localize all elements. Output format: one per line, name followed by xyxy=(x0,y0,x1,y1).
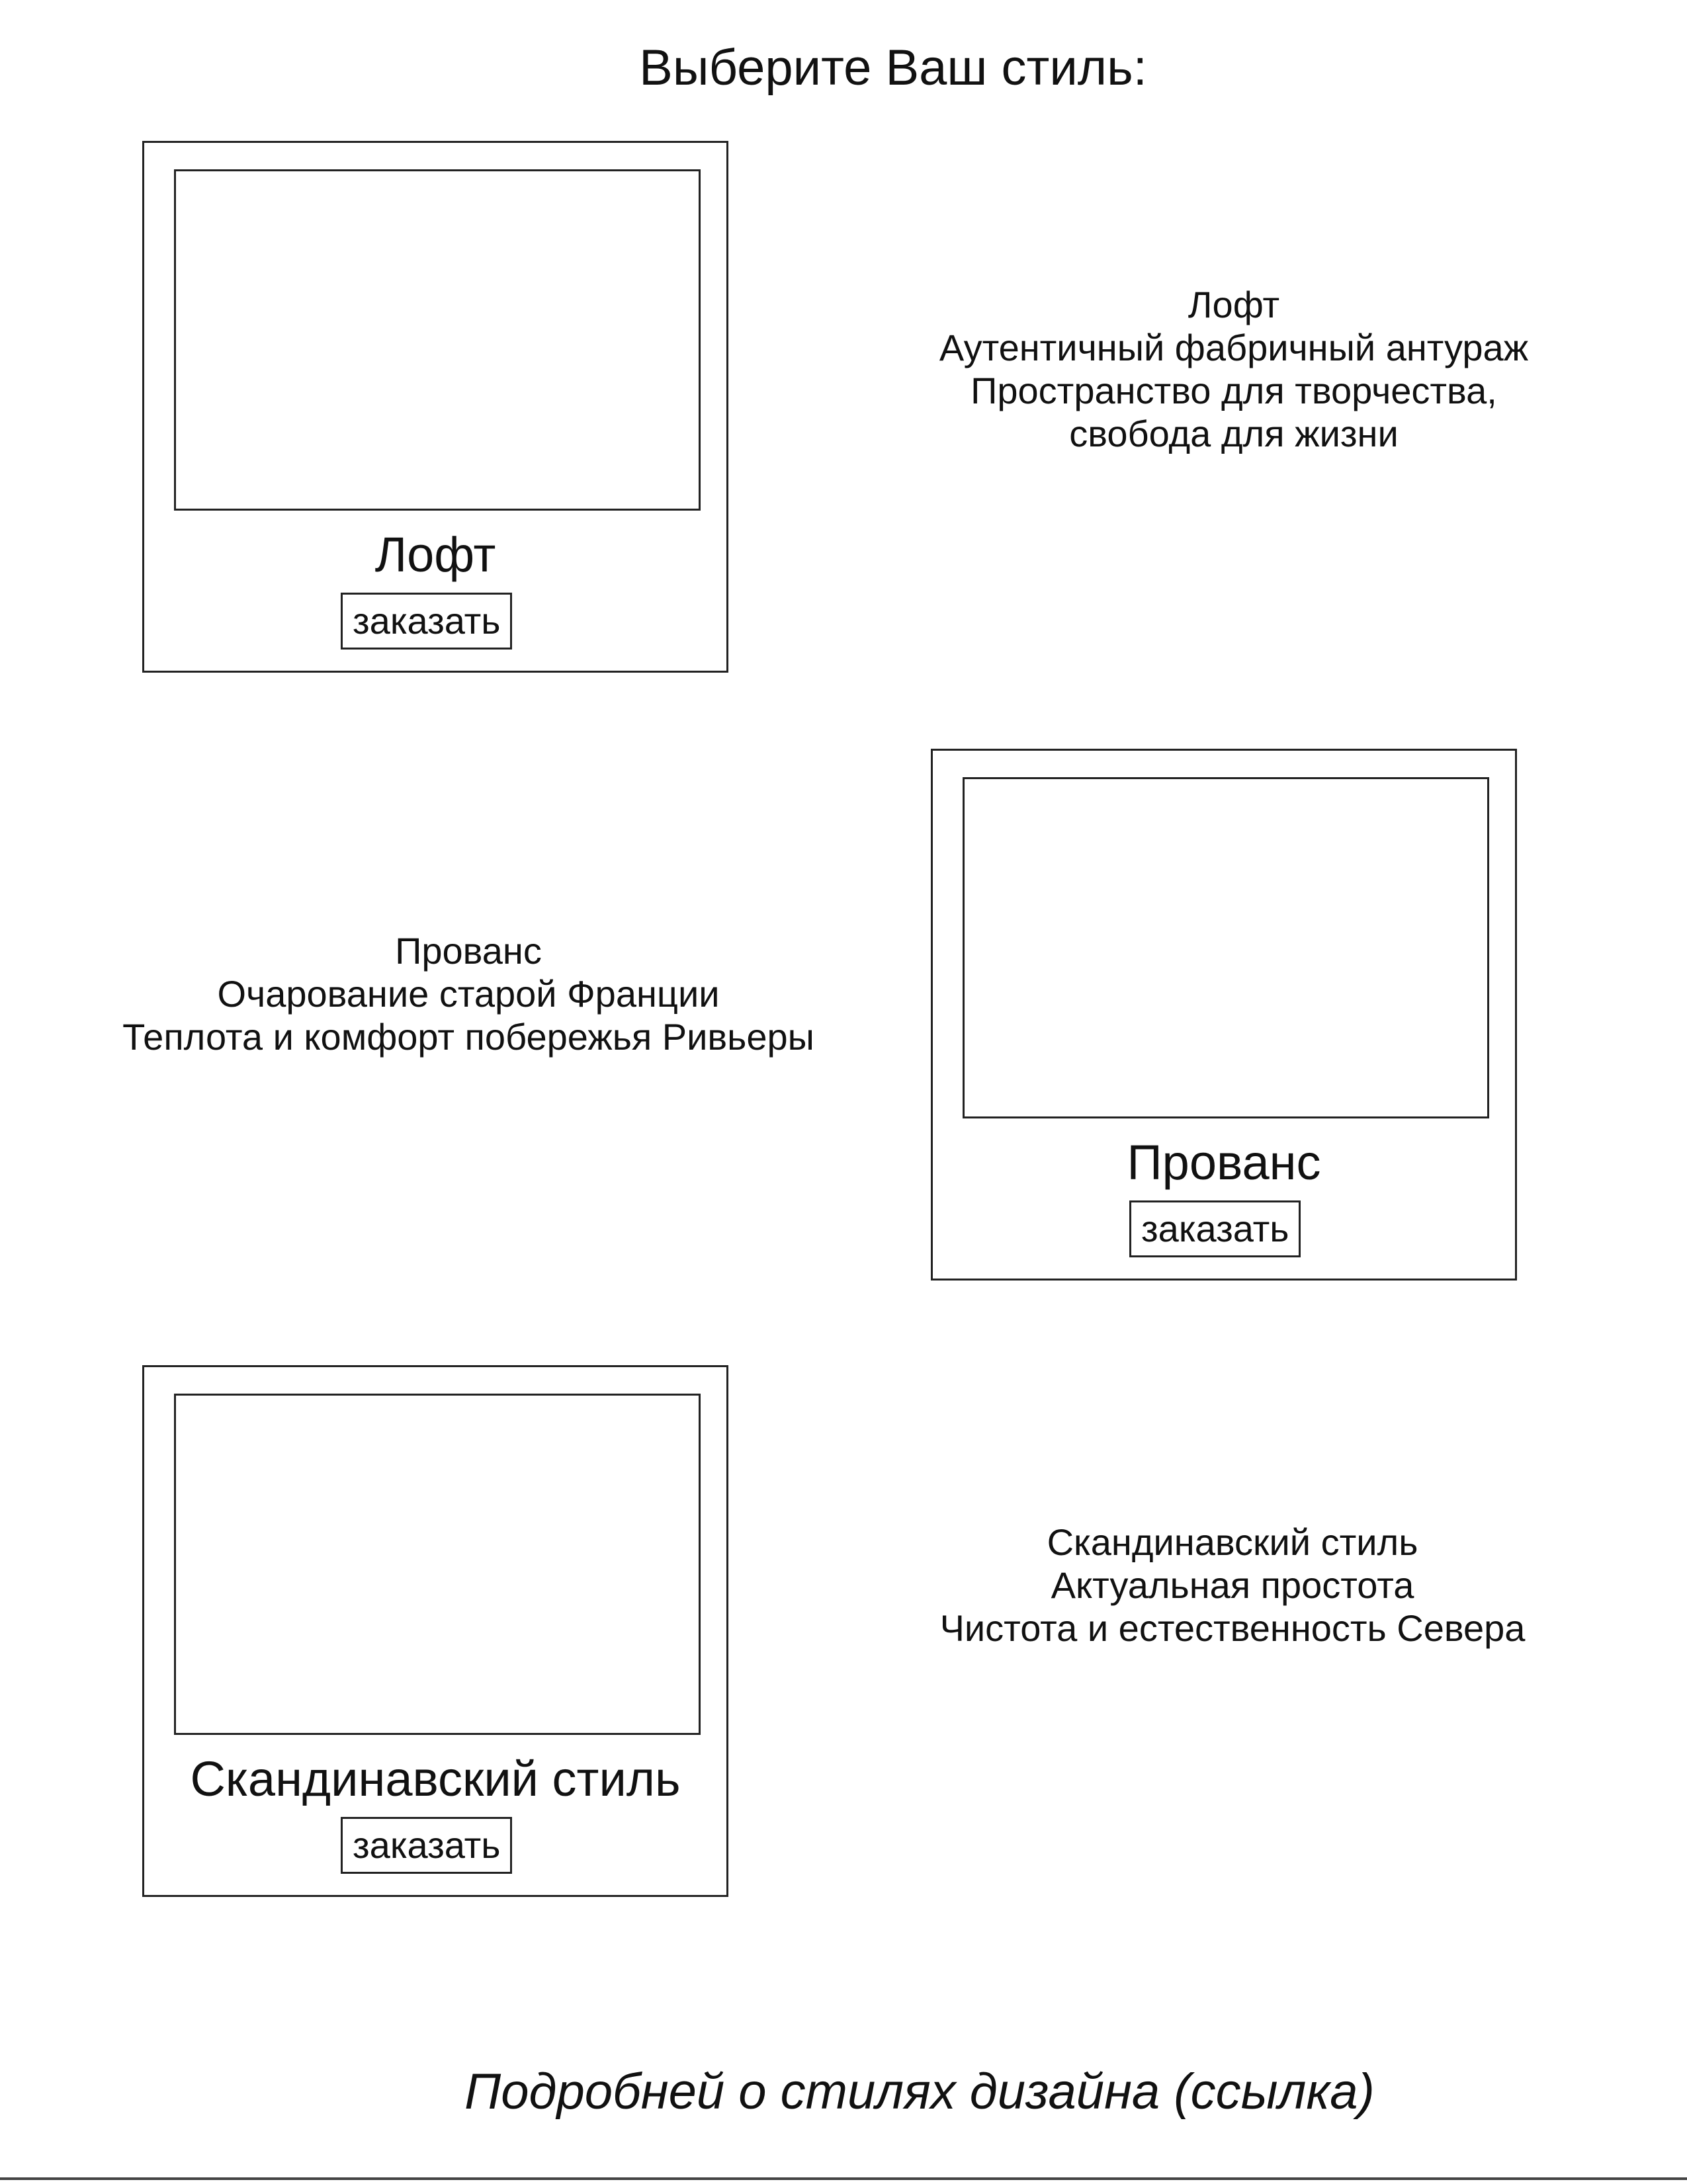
style-card-title-provence: Прованс xyxy=(1127,1135,1321,1190)
style-description-line: Прованс xyxy=(395,930,542,972)
style-description-line: Лофт xyxy=(1188,284,1280,325)
style-description-loft xyxy=(830,283,1637,455)
style-card-provence xyxy=(931,749,1517,1281)
order-button-loft[interactable]: заказать xyxy=(341,593,512,650)
style-description-line: Чистота и естественность Севера xyxy=(939,1607,1526,1649)
style-description-provence xyxy=(65,929,872,1058)
style-description-line: Актуальная простота xyxy=(1051,1564,1414,1606)
style-image-placeholder-provence[interactable] xyxy=(963,777,1489,1118)
style-description-scandinavian xyxy=(829,1521,1636,1650)
order-button-scandinavian[interactable]: заказать xyxy=(341,1817,512,1874)
style-description-line: Теплота и комфорт побережья Ривьеры xyxy=(122,1016,814,1058)
style-image-placeholder-loft[interactable] xyxy=(174,169,701,511)
style-description-line: Аутентичный фабричный антураж xyxy=(939,327,1529,368)
bottom-divider xyxy=(0,2177,1687,2180)
design-styles-more-link[interactable]: Подробней о стилях дизайна (ссылка) xyxy=(464,2064,1375,2120)
style-card-title-scandinavian: Скандинавский стиль xyxy=(190,1751,681,1806)
style-image-placeholder-scandinavian[interactable] xyxy=(174,1394,701,1735)
style-description-line: Пространство для творчества, xyxy=(971,370,1497,411)
style-card-scandinavian xyxy=(142,1365,728,1897)
style-description-line: свобода для жизни xyxy=(1069,413,1399,454)
style-description-line: Скандинавский стиль xyxy=(1047,1521,1418,1563)
order-button-provence[interactable]: заказать xyxy=(1129,1200,1301,1257)
page-title: Выберите Ваш стиль: xyxy=(639,40,1147,96)
style-card-title-loft: Лофт xyxy=(374,527,496,582)
style-card-loft xyxy=(142,141,728,673)
style-description-line: Очарование старой Франции xyxy=(217,973,720,1015)
